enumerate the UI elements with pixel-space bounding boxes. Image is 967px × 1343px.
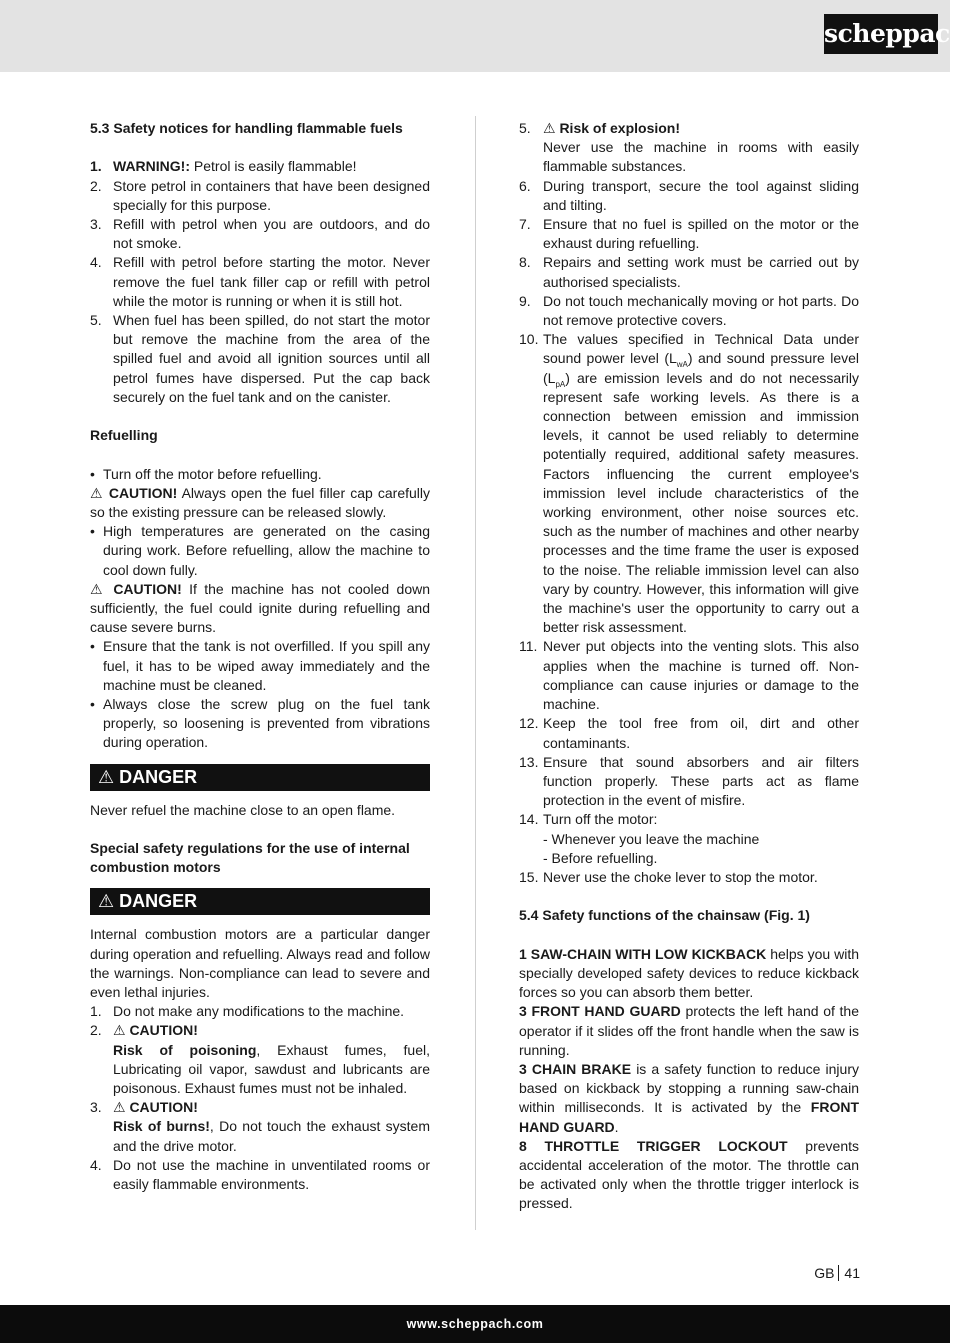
- language-code: GB: [814, 1265, 835, 1281]
- brand-logo: scheppach: [824, 14, 938, 54]
- warning-triangle-icon: ⚠: [98, 891, 115, 912]
- danger-banner: ⚠ DANGER: [90, 888, 430, 915]
- list-item: 10. The values specified in Technical Data under sound power level $(L_{wA})$ and sound pressure level $(L_{pA})$ are emission levels and do not necessarily represent safe working levels. As there is a connection between emission and immission levels, it cannot be used reliably to determine potentially required, additional safety measures. Factors influencing the current employee's immission level include characteristics of the working environment, other noise sources etc. such as the number of machines and other nearby processes and the time frame the user is exposed to the noise. The reliable immission level can also vary by country. However, this information will give the machine's user the opportunity to carry out a better risk assessment.: [519, 331, 859, 636]
- caution-paragraph: ⚠ CAUTION! If the machine has not cooled down sufficiently, the fuel could ignite during refuelling and cause severe burns.: [90, 580, 430, 636]
- warning-triangle-icon: ⚠: [98, 766, 115, 787]
- warning-label: WARNING!:: [113, 158, 190, 175]
- caution-label: ⚠ CAUTION!: [90, 484, 178, 501]
- list-item: 3. Refill with petrol when you are outdoors, and do not smoke.: [90, 216, 430, 252]
- list-item: 1. WARNING!: Petrol is easily flammable!: [90, 158, 357, 175]
- list-item: 5. ⚠ Risk of explosion! Never use the machine in rooms with easily flammable substances.: [519, 120, 859, 175]
- page-separator: [838, 1265, 839, 1281]
- left-column: [90, 119, 430, 1194]
- bullet-item: • Turn off the motor before refuelling.: [90, 465, 322, 482]
- list-item: 9. Do not touch mechanically moving or hot parts. Do not remove protective covers.: [519, 292, 859, 329]
- section-title-5-3: 5.3 Safety notices for handling flammable fuels: [90, 120, 403, 136]
- list-item: 2. Store petrol in containers that have been designed specially for this purpose.: [90, 177, 430, 213]
- list-item: 3. ⚠ CAUTION! Risk of burns!, Do not touch the exhaust system and the drive motor.: [90, 1099, 430, 1154]
- list-item: 5. When fuel has been spilled, do not start the motor but remove the machine from the area of the spilled fuel and avoid all ignition sources until all petrol fumes have dispersed. Put the cap back securely on the fuel tank and on the canister.: [90, 312, 430, 405]
- list-item: 12. Keep the tool free from oil, dirt and other contaminants.: [519, 715, 859, 751]
- right-column: [519, 119, 859, 1214]
- list-item: 13. Ensure that sound absorbers and air filters function properly. These parts act as flame protection in the event of misfire.: [519, 753, 859, 809]
- feature-paragraph: 3 CHAIN BRAKE is a safety function to reduce injury based on kickback by stopping a running saw-chain within milliseconds. It is activated by the FRONT HAND GUARD.: [519, 1060, 859, 1135]
- danger-text: Internal combustion motors are a particular danger during operation and refuelling. Always read and follow the warnings. Non-compliance can lead to severe and even lethal injuries.: [90, 926, 430, 1001]
- caution-label: ⚠ CAUTION!: [90, 580, 182, 597]
- footer-band: [0, 1305, 950, 1343]
- bullet-item: • Always close the screw plug on the fuel tank properly, so loosening is prevented from vibrations during operation.: [90, 696, 430, 751]
- list-item: 11. Never put objects into the venting slots. This also applies when the machine is turned off. Non-compliance can cause injuries or damage to the machine.: [519, 638, 859, 713]
- bullet-item: • High temperatures are generated on the casing during work. Before refuelling, allow the machine to cool down fully.: [90, 523, 430, 578]
- danger-banner: ⚠ DANGER: [90, 764, 430, 791]
- list-item: 1. Do not make any modifications to the machine.: [90, 1003, 405, 1020]
- list-item: 4. Do not use the machine in unventilated rooms or easily flammable environments.: [90, 1156, 430, 1193]
- feature-paragraph: 8 THROTTLE TRIGGER LOCKOUT prevents accidental acceleration of the motor. The throttle can be activated only when the throttle trigger interlock is pressed.: [519, 1137, 859, 1212]
- column-divider: [475, 116, 476, 1230]
- explosion-risk-title: ⚠ Risk of explosion!: [543, 120, 681, 136]
- feature-paragraph: 3 FRONT HAND GUARD protects the left hand of the operator if it slides off the front handle when the saw is running.: [519, 1003, 859, 1058]
- list-item: 6. During transport, secure the tool against sliding and tilting.: [519, 177, 859, 213]
- list-item: 7. Ensure that no fuel is spilled on the motor or the exhaust during refuelling.: [519, 216, 859, 252]
- header-band: [0, 0, 967, 72]
- list-item: 8. Repairs and setting work must be carried out by authorised specialists.: [519, 254, 859, 290]
- list-item: 2. ⚠ CAUTION! Risk of poisoning, Exhaust fumes, fuel, Lubricating oil vapor, sawdust and lubricants are poisonous. Exhaust fumes must not be inhaled.: [90, 1022, 430, 1097]
- special-regulations-title: Special safety regulations for the use of internal combustion motors: [90, 840, 410, 876]
- caution-label: ⚠ CAUTION!: [113, 1022, 198, 1039]
- feature-paragraph: 1 SAW-CHAIN WITH LOW KICKBACK helps you with specially developed safety devices to reduce kickback forces so you can absorb them better.: [519, 945, 860, 1001]
- page-index: 41: [844, 1265, 860, 1281]
- list-item: 4. Refill with petrol before starting the motor. Never remove the fuel tank filler cap or refill with petrol while the motor is running or when it is still hot.: [90, 254, 430, 309]
- caution-label: ⚠ CAUTION!: [113, 1099, 198, 1116]
- danger-text: Never refuel the machine close to an open flame.: [90, 801, 396, 818]
- list-item: 14. Turn off the motor: - Whenever you leave the machine - Before refuelling.: [519, 811, 760, 866]
- refuelling-title: Refuelling: [90, 427, 158, 444]
- page-number: [814, 1264, 860, 1283]
- section-title-5-4: 5.4 Safety functions of the chainsaw (Fig. 1): [519, 907, 810, 924]
- caution-paragraph: ⚠ CAUTION! Always open the fuel filler cap carefully so the existing pressure can be released slowly.: [90, 484, 431, 521]
- website-url: www.scheppach.com: [406, 1317, 544, 1331]
- bullet-item: • Ensure that the tank is not overfilled. If you spill any fuel, it has to be wiped away immediately and the machine must be cleaned.: [90, 638, 430, 693]
- list-item: 15. Never use the choke lever to stop the motor.: [519, 868, 818, 885]
